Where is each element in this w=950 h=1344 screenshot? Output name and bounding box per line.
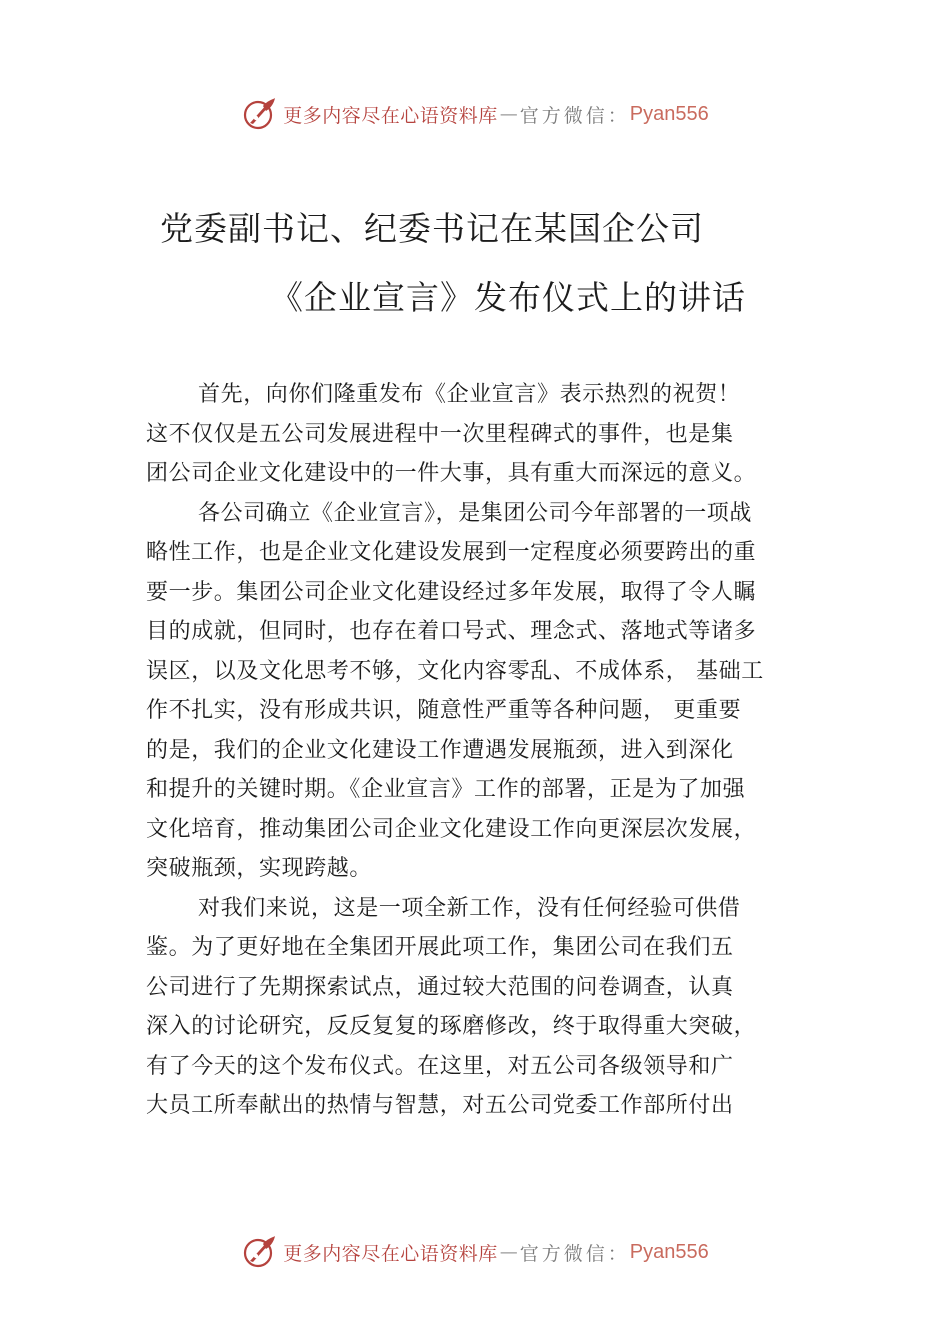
watermark-account: Pyan556 [629,1240,709,1263]
watermark-account: Pyan556 [629,102,709,125]
body-line: 文化培育，推动集团公司企业文化建设工作向更深层次发展， [146,816,757,842]
document-title-line-2: 《企业宣言》发布仪式上的讲话 [270,278,746,317]
body-line: 作不扎实，没有形成共识，随意性严重等各种问题， 更重要 [146,698,742,723]
body-line: 和提升的关键时期。《企业宣言》工作的部署，正是为了加强 [146,777,746,802]
document-body [146,375,818,1126]
watermark-header [0,92,950,136]
quill-logo-icon [241,96,277,132]
body-line: 误区，以及文化思考不够，文化内容零乱、不成体系， 基础工 [146,658,764,684]
body-line: 团公司企业文化建设中的一件大事，具有重大而深远的意义。 [146,461,757,486]
body-line: 首先，向你们隆重发布《企业宣言》表示热烈的祝贺！ [198,382,741,407]
watermark-separator: — [499,103,518,125]
body-line: 的是，我们的企业文化建设工作遭遇发展瓶颈，进入到深化 [146,737,734,763]
body-line: 要一步。集团公司企业文化建设经过多年发展，取得了令人瞩 [146,579,757,605]
body-line: 深入的讨论研究，反反复复的琢磨修改，终于取得重大突破， [146,1014,757,1039]
watermark-brand: 更多内容尽在心语资料库 [283,104,498,127]
watermark-footer [0,1230,950,1274]
body-line: 公司进行了先期探索试点，通过较大范围的问卷调查，认真 [146,974,734,1000]
watermark-separator: — [499,1241,518,1263]
body-line: 大员工所奉献出的热情与智慧，对五公司党委工作部所付出 [146,1093,734,1118]
body-line: 对我们来说，这是一项全新工作，没有任何经验可供借 [198,895,741,921]
watermark-brand: 更多内容尽在心语资料库 [283,1242,498,1265]
watermark-wechat-label: 官方微信： [519,1242,630,1265]
body-line: 这不仅仅是五公司发展进程中一次里程碑式的事件，也是集 [146,421,734,447]
body-line: 各公司确立《企业宣言》，是集团公司今年部署的一项战 [198,500,753,526]
document-title-line-1: 党委副书记、纪委书记在某国企公司 [160,209,704,248]
quill-logo-icon [241,1234,277,1270]
body-line: 略性工作，也是企业文化建设发展到一定程度必须要跨出的重 [146,540,757,565]
body-line: 突破瓶颈，实现跨越。 [146,856,373,881]
body-line: 鉴。为了更好地在全集团开展此项工作，集团公司在我们五 [146,935,734,960]
body-line: 目的成就，但同时，也存在着口号式、理念式、落地式等诸多 [146,619,757,644]
body-line: 有了今天的这个发布仪式。在这里，对五公司各级领导和广 [146,1053,734,1079]
watermark-wechat-label: 官方微信： [519,104,630,127]
